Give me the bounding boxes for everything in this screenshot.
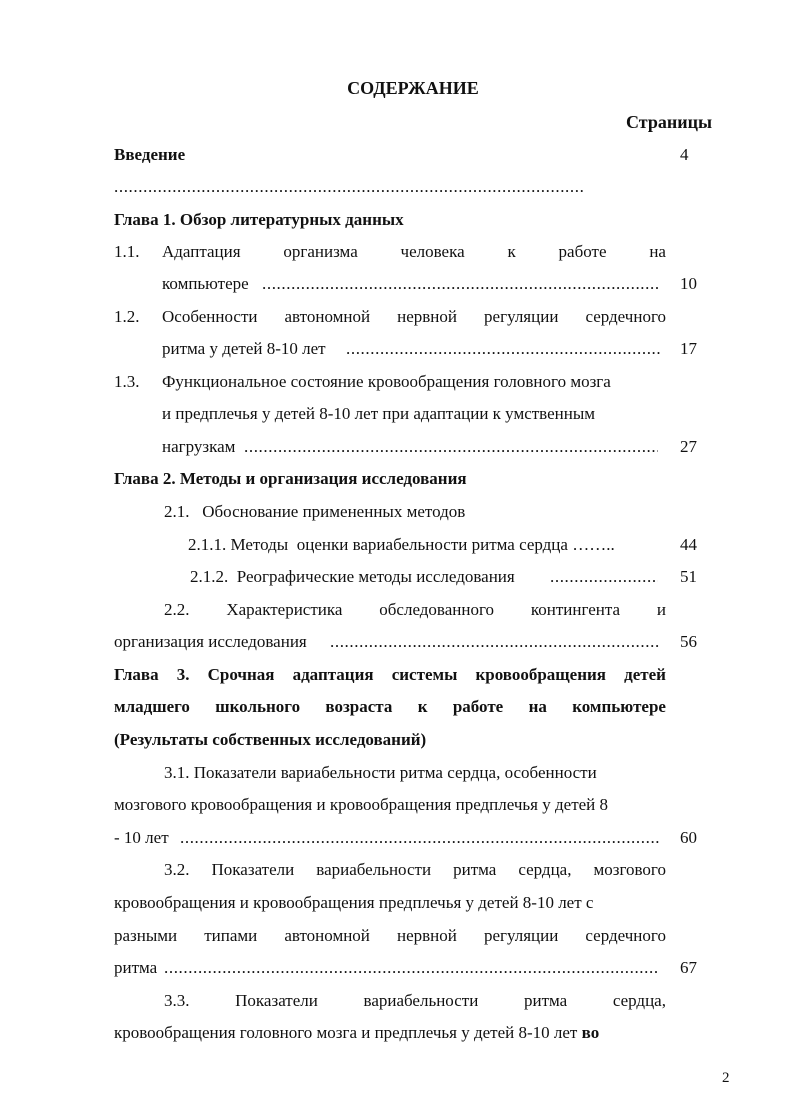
- section-3-1-line1: 3.1. Показатели вариабельности ритма сердца, особенности: [164, 763, 597, 782]
- section-2-1-1: 2.1.1. Методы оценки вариабельности ритма сердца ……..: [188, 535, 615, 554]
- section-3-3-line2: кровообращения головного мозга и предплечья у детей 8-10 лет во: [114, 1023, 600, 1042]
- section-1-1-number: 1.1.: [114, 242, 140, 261]
- section-1-2-line1: Особенности автономной нервной регуляции сердечного: [162, 307, 666, 326]
- chapter-1-heading: Глава 1. Обзор литературных данных: [114, 210, 404, 229]
- section-2-2-line2: организация исследования: [114, 632, 307, 651]
- section-3-2-line3: разными типами автономной нервной регуляции сердечного: [114, 926, 666, 945]
- section-3-2-line2: кровообращения и кровообращения предплечья у детей 8-10 лет с: [114, 893, 594, 912]
- section-1-2-page: 17: [680, 339, 697, 358]
- section-2-1: 2.1. Обоснование примененных методов: [164, 502, 466, 521]
- dot-leader: [180, 828, 660, 848]
- section-1-1-page: 10: [680, 274, 697, 293]
- dot-leader: [244, 437, 658, 457]
- chapter-2-heading: Глава 2. Методы и организация исследования: [114, 469, 467, 488]
- section-1-3-page: 27: [680, 437, 697, 456]
- section-1-3-number: 1.3.: [114, 372, 140, 391]
- section-3-1-line3: - 10 лет: [114, 828, 169, 847]
- section-1-1-line1: Адаптация организма человека к работе на: [162, 242, 666, 261]
- section-3-1-page: 60: [680, 828, 697, 847]
- dot-leader: [330, 632, 660, 652]
- chapter-3-line3: (Результаты собственных исследований): [114, 730, 427, 749]
- toc-intro-label: Введение: [114, 145, 186, 164]
- chapter-3-line1: Глава 3. Срочная адаптация системы кровообращения детей: [114, 665, 666, 684]
- toc-title: СОДЕРЖАНИЕ: [347, 78, 479, 98]
- toc-intro-page: 4: [680, 145, 689, 164]
- dot-leader: [164, 958, 658, 978]
- section-2-2-line1: 2.2. Характеристика обследованного контингента и: [164, 600, 666, 619]
- section-1-3-line3: нагрузкам: [162, 437, 236, 456]
- section-2-1-2: 2.1.2. Реографические методы исследования: [190, 567, 515, 586]
- section-2-2-page: 56: [680, 632, 697, 651]
- section-1-2-number: 1.2.: [114, 307, 140, 326]
- section-1-3-line1: Функциональное состояние кровообращения головного мозга: [162, 372, 611, 391]
- section-3-2-line4: ритма: [114, 958, 158, 977]
- section-2-1-1-page: 44: [680, 535, 697, 554]
- dot-leader: [114, 177, 584, 197]
- section-1-1-line2: компьютере: [162, 274, 249, 293]
- chapter-3-line2: младшего школьного возраста к работе на компьютере: [114, 697, 666, 716]
- section-3-2-page: 67: [680, 958, 697, 977]
- section-1-2-line2: ритма у детей 8-10 лет: [162, 339, 326, 358]
- dot-leader: [262, 274, 658, 294]
- section-3-2-line1: 3.2. Показатели вариабельности ритма сердца, мозгового: [164, 860, 666, 879]
- section-3-3-line1: 3.3. Показатели вариабельности ритма сердца,: [164, 991, 666, 1010]
- pages-column-header: Страницы: [626, 112, 713, 132]
- page-number: 2: [722, 1070, 730, 1086]
- dot-leader: [346, 339, 660, 359]
- section-1-3-line2: и предплечья у детей 8-10 лет при адаптации к умственным: [162, 404, 596, 423]
- dot-leader: [550, 567, 658, 587]
- section-3-1-line2: мозгового кровообращения и кровообращения предплечья у детей 8: [114, 795, 609, 814]
- section-2-1-2-page: 51: [680, 567, 697, 586]
